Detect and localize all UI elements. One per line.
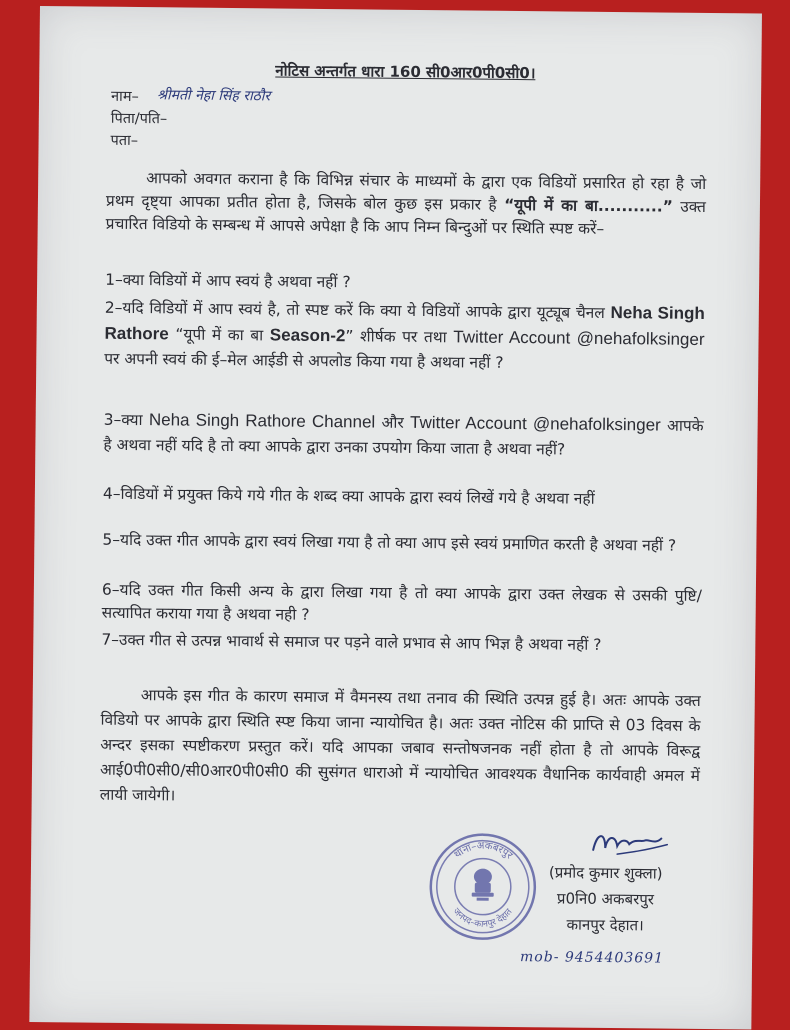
seal-top-text: थाना–अकबरपुर xyxy=(452,840,515,862)
song-title-quote: “यूपी में का बा...........” xyxy=(504,195,673,216)
youtube-channel-name: Neha Singh Rathore xyxy=(104,302,705,344)
question-2: 2–यदि विडियों में आप स्वयं है, तो स्पष्ट करें कि क्या ये विडियों आपके द्वारा यूट्यूब चैनल Neha Singh Rathore “यूपी में का बा Season-2” शीर्षक पर तथा Twitter Account @nehafolksinger पर अपनी स्वयं की ई–मेल आईडी से अपलोड किया गया है अथवा नहीं ? xyxy=(104,298,705,372)
mobile-number: mob- 9454403691 xyxy=(519,949,665,967)
signatory-block xyxy=(548,859,662,938)
question-1: 1–क्या विडियों में आप स्वयं है अथवा नहीं ? xyxy=(105,270,351,292)
signature-icon xyxy=(587,824,677,865)
question-7: 7–उक्त गीत से उत्पन्न भावार्थ से समाज पर पड़ने वाले प्रभाव से आप भिज्ञ है अथवा नहीं ? xyxy=(101,630,602,654)
intro-paragraph: आपको अवगत कराना है कि विभिन्न संचार के माध्यमों के द्वारा एक विडियों प्रसारित हो रहा है जो प्रथम दृष्ट्या आपका प्रतीत होता है, जिसके बोल कुछ इस प्रकार है “यूपी में का बा...........” उक्त प्रचारित विडियो के सम्बन्ध में आपसे अपेक्षा है कि आप निम्न बिन्दुओं पर स्थिति स्पष्ट करें– xyxy=(105,169,707,238)
signatory-district: कानपुर देहात। xyxy=(566,915,644,935)
notice-title: नोटिस अन्तर्गत धारा 160 सी0आर0पी0सी0। xyxy=(275,61,536,83)
police-station-seal xyxy=(426,830,539,943)
question-4: 4–विडियों में प्रयुक्त किये गये गीत के शब्द क्या आपके द्वारा स्वयं लिखें गये है अथवा नहीं xyxy=(102,484,595,508)
father-husband-field-label: पिता/पति– xyxy=(110,110,168,128)
question-3: 3–क्या Neha Singh Rathore Channel और Twitter Account @nehafolksinger आपके है अथवा नहीं यदि है तो क्या आपके द्वारा उनका उपयोग किया जाता है अथवा नहीं? xyxy=(103,410,704,459)
address-field-label: पता– xyxy=(110,132,139,150)
notice-paper xyxy=(29,6,762,1030)
signatory-designation: प्र0नि0 अकबरपुर xyxy=(556,889,655,909)
season-label: Season-2 xyxy=(269,325,346,346)
name-field-value: श्रीमती नेहा सिंह राठौर xyxy=(156,87,271,105)
conclusion-paragraph: आपके इस गीत के कारण समाज में वैमनस्य तथा तनाव की स्थिति उत्पन्न हुई है। अतः आपके उक्त विडियो पर आपके द्वारा स्थिति स्प्ष्ट किया जाना न्यायोचित है। अतः उक्त नोटिस की प्राप्ति से 03 दिवस के अन्दर इसका स्पष्टीकरण प्रस्तुत करें। यदि आपका जबाव सन्तोषजनक नहीं होता है तो आपके विरूद्व आई0पी0सी0/सी0आर0पी0सी0 की सुसंगत धाराओ में न्यायोचित आवश्यक वैधानिक कार्यवाही अमल में लायी जायेगी। xyxy=(99,686,701,805)
question-5: 5–यदि उक्त गीत आपके द्वारा स्वयं लिखा गया है तो क्या आप इसे स्वयं प्रमाणित करती है अथवा नहीं ? xyxy=(102,530,677,555)
emblem-icon xyxy=(472,869,494,901)
twitter-account-2: Twitter Account @nehafolksinger xyxy=(410,412,661,435)
channel-name: Neha Singh Rathore Channel xyxy=(148,410,376,432)
seal-bottom-text: जनपद–कानपुर देहात xyxy=(450,906,515,930)
signatory-name: (प्रमोद कुमार शुक्ला) xyxy=(548,863,663,883)
twitter-account: Twitter Account @nehafolksinger xyxy=(453,327,705,349)
name-field-label: नाम– xyxy=(110,88,139,106)
question-6: 6–यदि उक्त गीत किसी अन्य के द्वारा लिखा गया है तो क्या आपके द्वारा उक्त लेखक से उसकी पुष्टि/सत्यापित कराया गया है अथवा नही ? xyxy=(101,580,702,624)
